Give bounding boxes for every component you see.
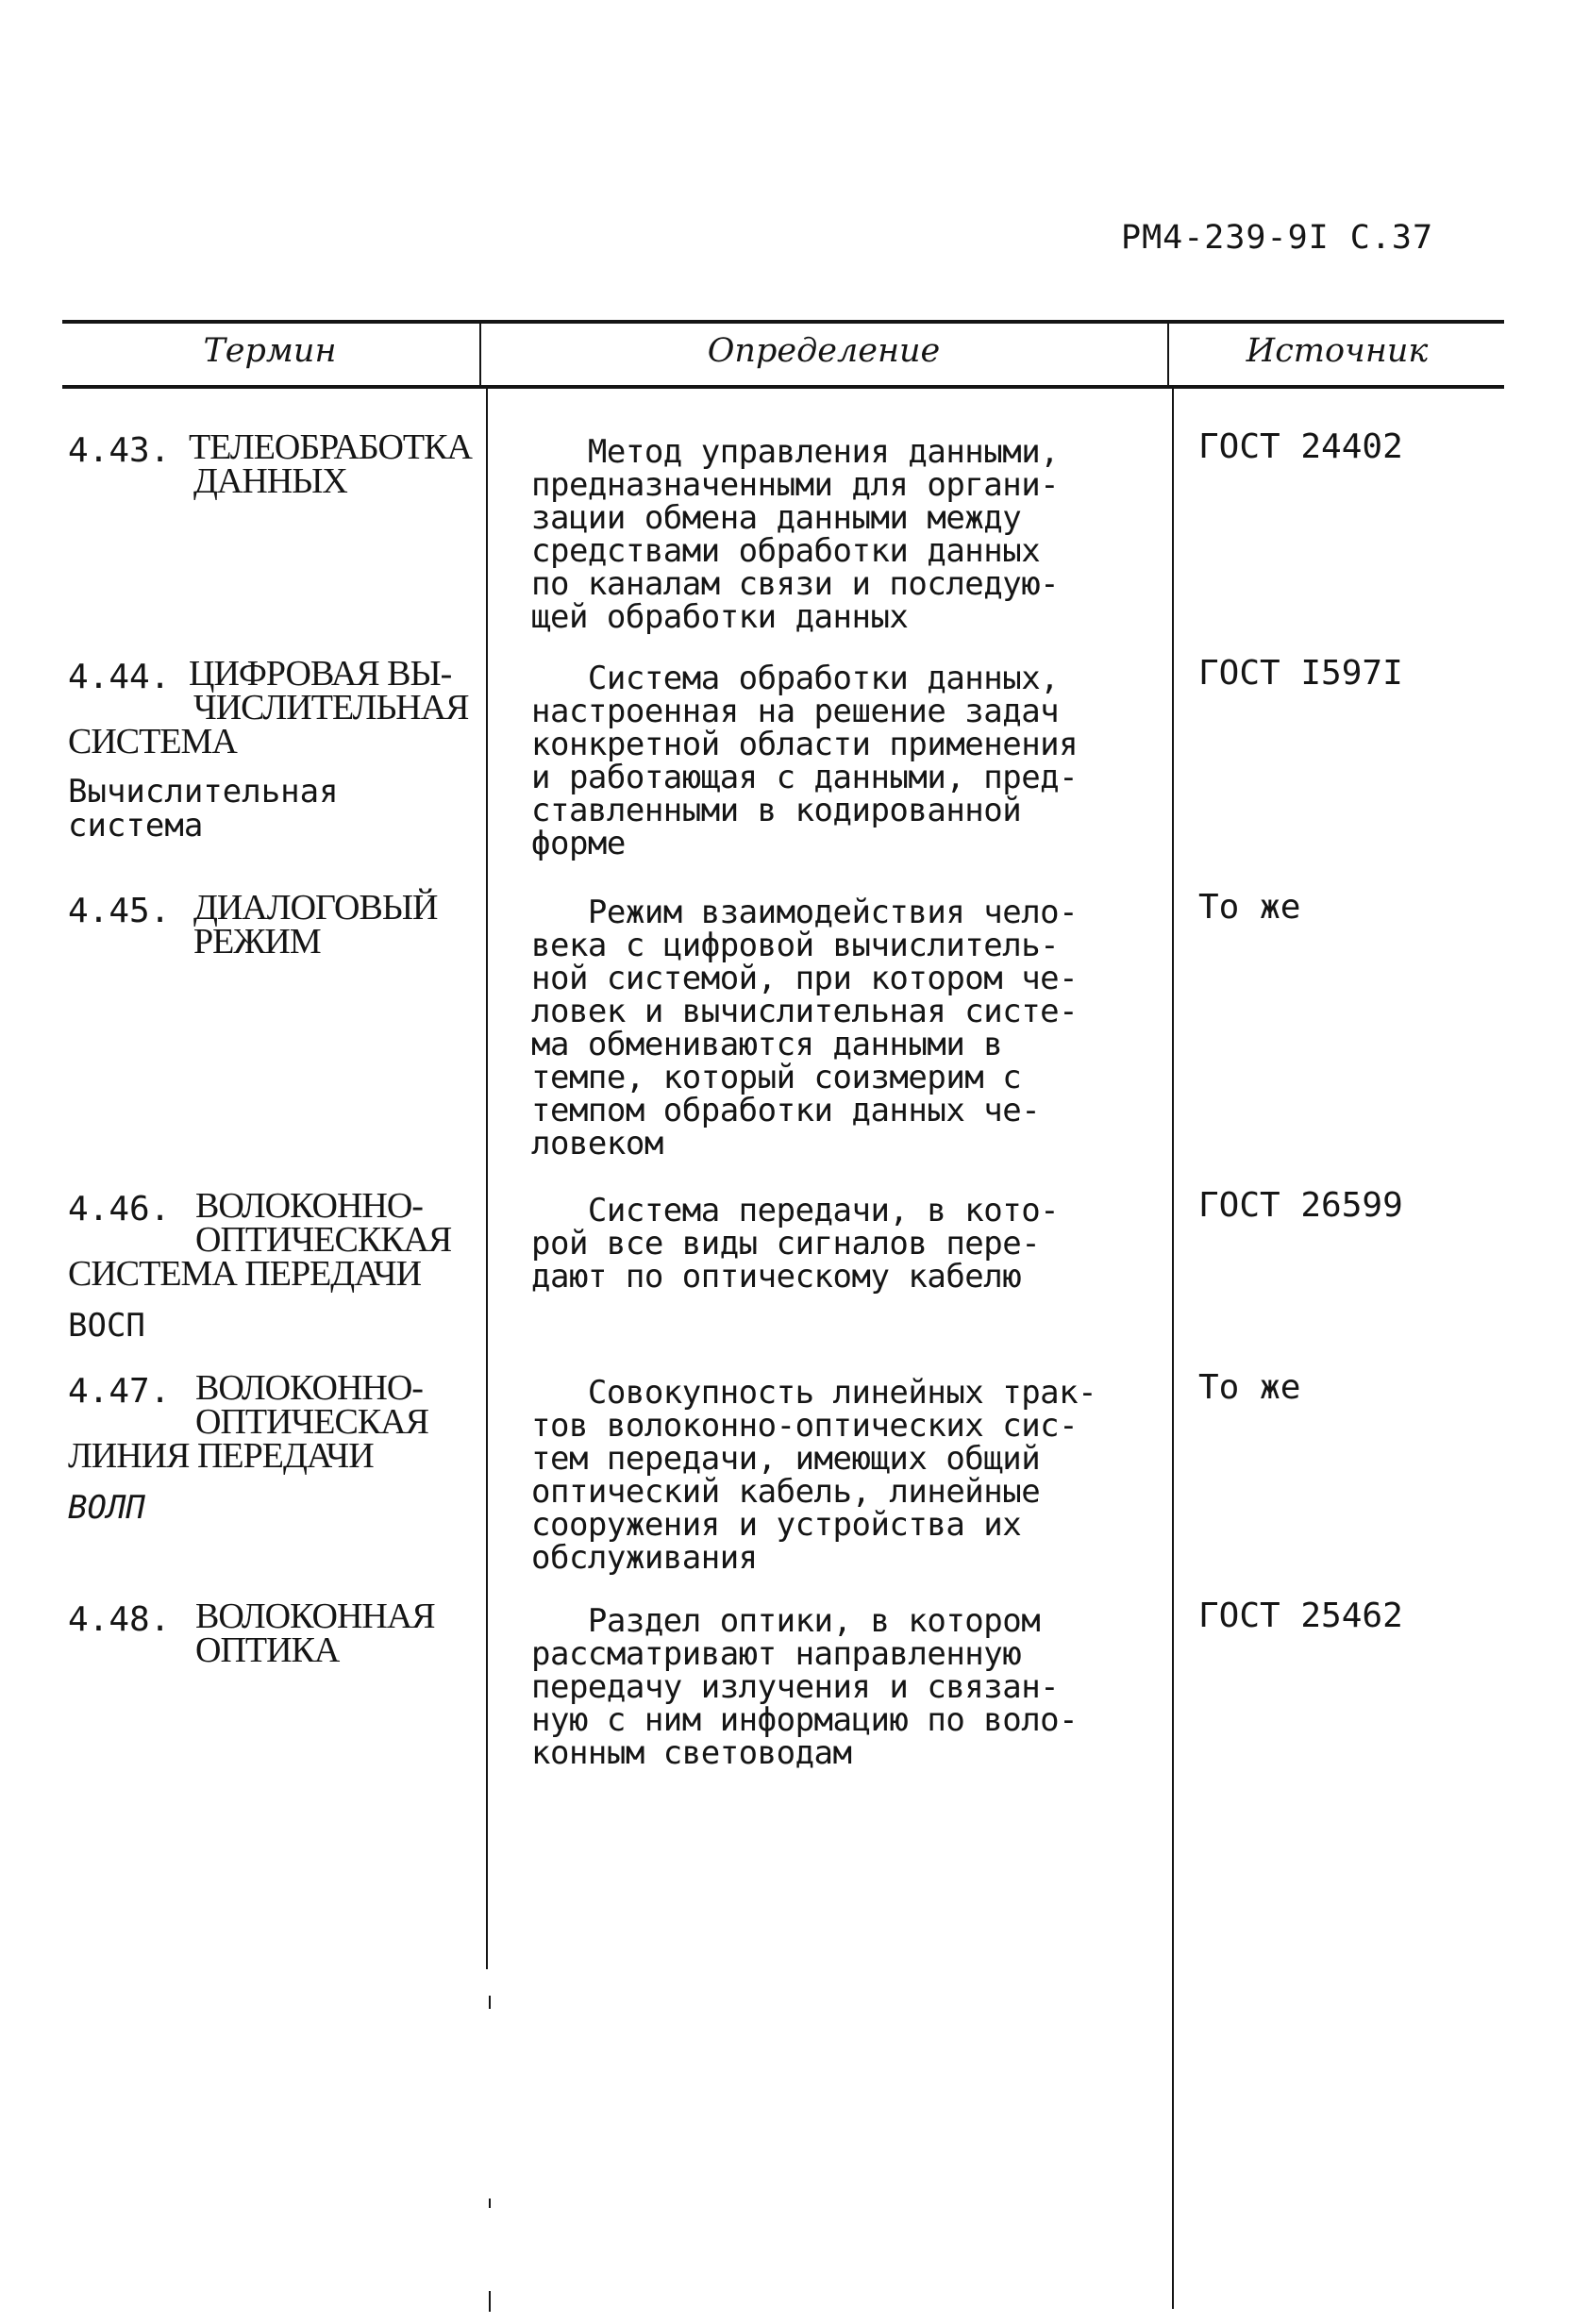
term-line: ОПТИКА — [195, 1630, 340, 1670]
term-line: ЧИСЛИТЕЛЬНАЯ — [193, 688, 469, 727]
source-reference: ГОСТ 26599 — [1198, 1186, 1403, 1225]
source-reference: То же — [1198, 1368, 1301, 1407]
term-number: 4.45. — [68, 892, 171, 930]
term-line: ДАННЫХ — [193, 461, 347, 501]
term-number: 4.44. — [68, 658, 171, 696]
alternative-term: ВОСП — [68, 1307, 145, 1345]
term-line: ВОЛОКОННО- — [195, 1368, 423, 1408]
column-divider-fragment — [489, 2199, 491, 2208]
source-reference: ГОСТ 25462 — [1198, 1597, 1403, 1635]
term-line: ДИАЛОГОВЫЙ — [193, 888, 438, 928]
term-number: 4.46. — [68, 1190, 171, 1229]
column-header-term: Термин — [203, 332, 337, 370]
source-reference: То же — [1198, 888, 1301, 927]
table-top-rule — [62, 320, 1504, 324]
definition-text: Система передачи, в кото- рой все виды сигналов пере- дают по оптическому кабелю — [531, 1192, 1060, 1296]
column-divider-fragment — [489, 1996, 491, 2009]
term-line: СИСТЕМА ПЕРЕДАЧИ — [68, 1254, 422, 1294]
column-header-source: Источник — [1246, 332, 1429, 370]
source-reference: ГОСТ I597I — [1198, 654, 1403, 693]
definition-text: Метод управления данными, предназначенными для органи- зации обмена данными между средствами обработки данных по каналам связи и последую- щей обработки данных — [531, 433, 1060, 636]
term-line: ВОЛОКОННАЯ — [195, 1597, 435, 1636]
definition-text: Система обработки данных, настроенная на решение задач конкретной области применения и работающая с данными, пред- ставленными в кодированной форме — [531, 660, 1079, 862]
source-reference: ГОСТ 24402 — [1198, 427, 1403, 466]
alternative-term: Вычислительная система — [68, 773, 339, 844]
term-line: ЛИНИЯ ПЕРЕДАЧИ — [68, 1436, 374, 1476]
column-divider-fragment — [489, 2291, 491, 2312]
term-line: ОПТИЧЕСККАЯ — [195, 1220, 452, 1260]
page-header-code: РМ4-239-9I С.37 — [1121, 219, 1434, 257]
definition-text: Совокупность линейных трак- тов волоконно-оптических сис- тем передачи, имеющих общий оптический кабель, линейные сооружения и устройства их обслуживания — [531, 1374, 1097, 1577]
column-header-definition: Определение — [707, 332, 941, 370]
term-line: ЦИФРОВАЯ ВЫ- — [189, 654, 452, 694]
table-header-rule — [62, 385, 1504, 389]
header-divider-2 — [1167, 324, 1169, 388]
term-line: ОПТИЧЕСКАЯ — [195, 1402, 428, 1442]
alternative-term: ВОЛП — [68, 1489, 145, 1527]
term-line: ТЕЛЕОБРАБОТКА — [189, 427, 472, 467]
definition-text: Режим взаимодействия чело- века с цифровой вычислитель- ной системой, при котором че- ловек и вычислительная систе- ма обмениваются данными в темпе, который соизмерим с темпом обработки данных че- ловеком — [531, 894, 1079, 1162]
column-divider-term-definition — [486, 389, 488, 1969]
term-line: РЕЖИМ — [193, 922, 321, 961]
term-number: 4.48. — [68, 1600, 171, 1639]
definition-text: Раздел оптики, в котором рассматривают направленную передачу излучения и связан- ную с ним информацию по воло- конным световодам — [531, 1602, 1079, 1772]
term-line: СИСТЕМА — [68, 722, 237, 761]
term-number: 4.47. — [68, 1372, 171, 1411]
column-divider-definition-source — [1172, 389, 1174, 2309]
term-line: ВОЛОКОННО- — [195, 1186, 423, 1226]
term-number: 4.43. — [68, 431, 171, 470]
